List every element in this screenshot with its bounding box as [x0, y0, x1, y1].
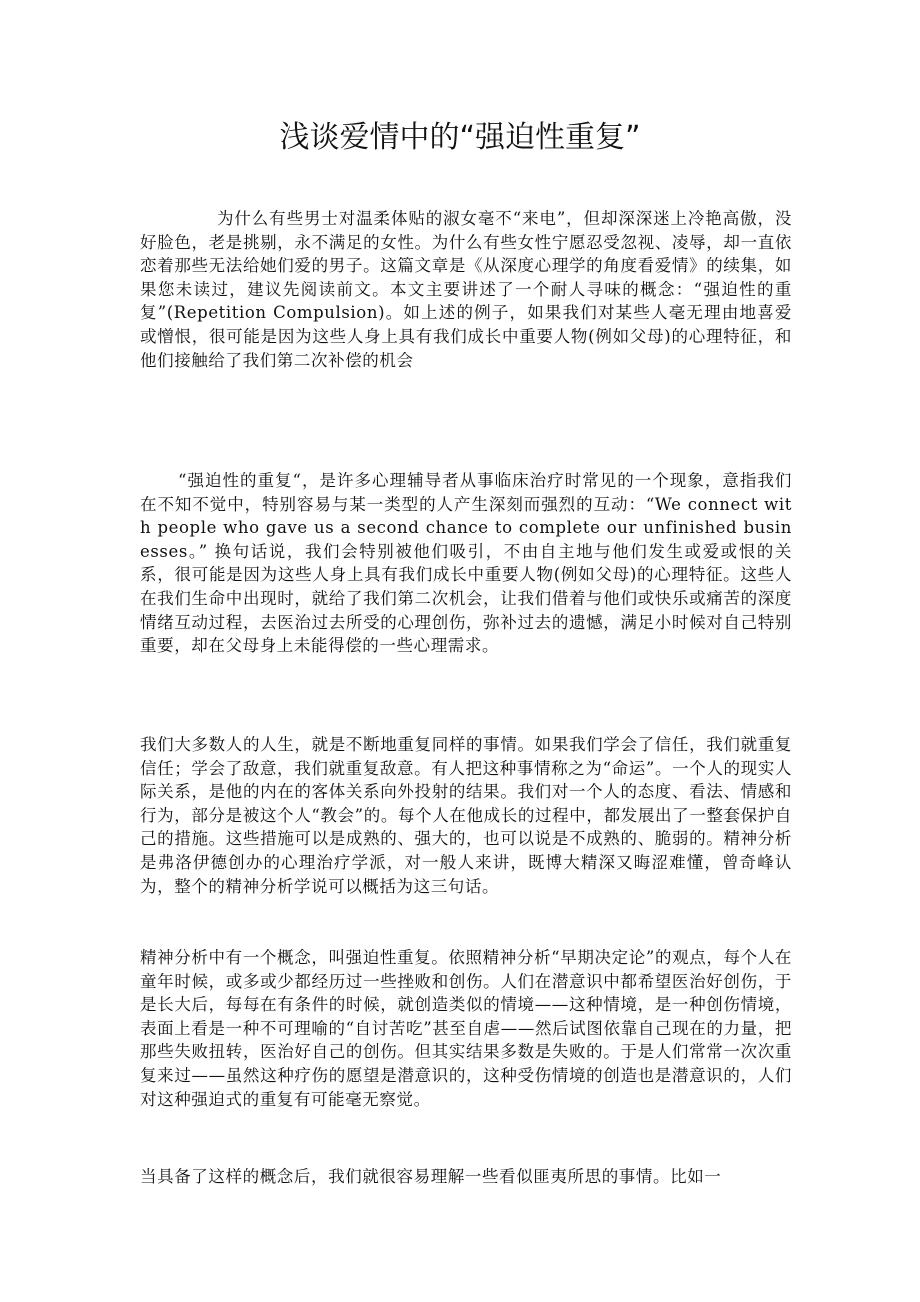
paragraph-psychoanalysis-concept: 精神分析中有一个概念，叫强迫性重复。依照精神分析“早期决定论”的观点，每个人在童年时候，或多或少都经历过一些挫败和创伤。人们在潜意识中都希望医治好创伤，于是长大后，每每在有条件的时候，就创造类似的情境——这种情境，是一种创伤情境，表面上看是一种不可理喻的“自讨苦吃”甚至自虐——然后试图依靠自己现在的力量，把那些失败扭转，医治好自己的创伤。但其实结果多数是失败的。于是人们常常一次次重复来过——虽然这种疗伤的愿望是潜意识的，这种受伤情境的创造也是潜意识的，人们对这种强迫式的重复有可能毫无察觉。	[140, 948, 792, 1109]
paragraph-continuation: 当具备了这样的概念后，我们就很容易理解一些看似匪夷所思的事情。比如一	[140, 1167, 722, 1186]
document-title: 浅谈爱情中的“强迫性重复”	[279, 120, 641, 155]
paragraph-intro: 为什么有些男士对温柔体贴的淑女毫不“来电”，但却深深迷上冷艳高傲，没好脸色，老是挑剔，永不满足的女性。为什么有些女性宁愿忍受忽视、凌辱，却一直依恋着那些无法给她们爱的男子。这篇文章是《从深度心理学的角度看爱情》的续集，如果您未读过，建议先阅读前文。本文主要讲述了一个耐人寻味的概念：“强迫性的重复”(Repetition Compulsion)。如上述的例子，如果我们对某些人毫无理由地喜爱或憎恨，很可能是因为这些人身上具有我们成长中重要人物(例如父母)的心理特征，和他们接触给了我们第二次补偿的机会	[140, 209, 792, 370]
paragraph-repetition-compulsion: “强迫性的重复“，是许多心理辅导者从事临床治疗时常见的一个现象，意指我们在不知不觉中，特别容易与某一类型的人产生深刻而强烈的互动：“We connect with people who gave us a second chance to complete our unfinished businesses。” 换句话说，我们会特别被他们吸引，不由自主地与他们发生或爱或恨的关系，很可能是因为这些人身上具有我们成长中重要人物(例如父母)的心理特征。这些人在我们生命中出现时，就给了我们第二次机会，让我们借着与他们或快乐或痛苦的深度情绪互动过程，去医治过去所受的心理创伤，弥补过去的遗憾，满足小时候对自己特别重要，却在父母身上未能得偿的一些心理需求。	[140, 471, 792, 656]
paragraph-repeating-life: 我们大多数人的人生，就是不断地重复同样的事情。如果我们学会了信任，我们就重复信任；学会了敌意，我们就重复敌意。有人把这种事情称之为“命运”。一个人的现实人际关系，是他的内在的客体关系向外投射的结果。我们对一个人的态度、看法、情感和行为，部分是被这个人“教会”的。每个人在他成长的过程中，都发展出了一整套保护自己的措施。这些措施可以是成熟的、强大的，也可以说是不成熟的、脆弱的。精神分析是弗洛伊德创办的心理治疗学派，对一般人来讲，既博大精深又晦涩难懂，曾奇峰认为，整个的精神分析学说可以概括为这三句话。	[140, 735, 792, 896]
